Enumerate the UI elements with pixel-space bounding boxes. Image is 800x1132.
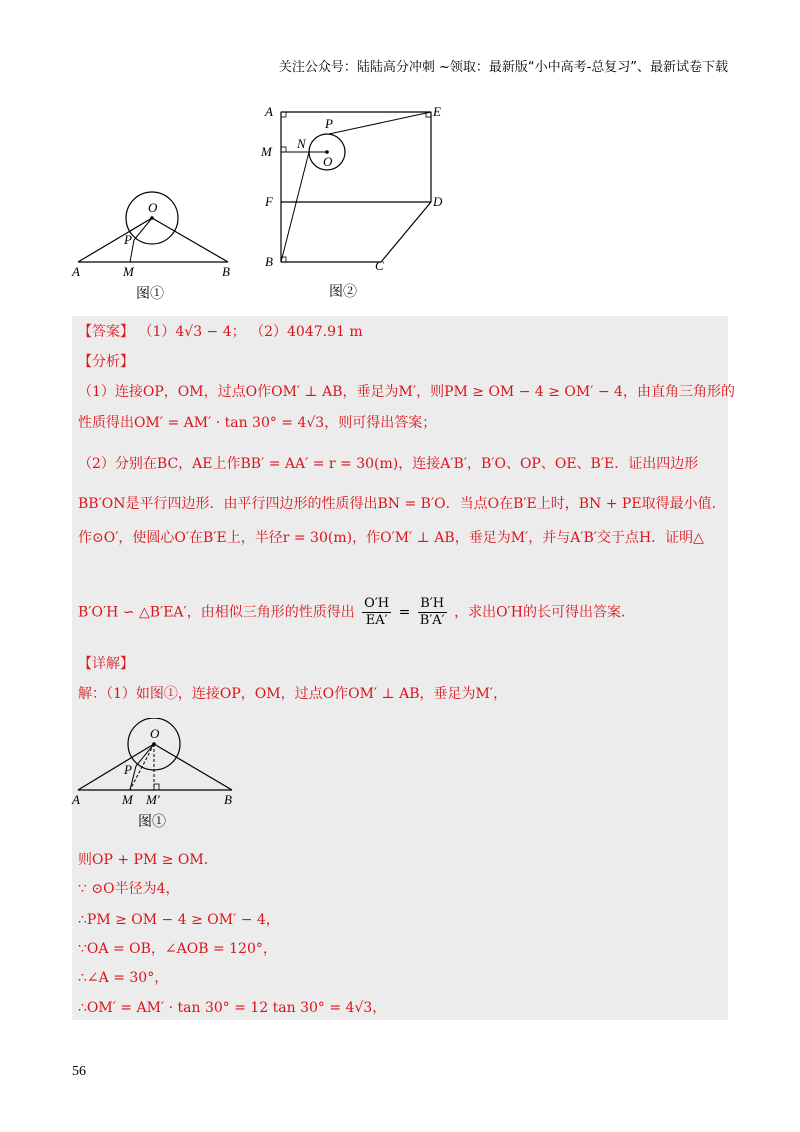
label-O: O xyxy=(323,154,333,169)
analysis-line-6a: B′O′H ∽ △B′EA′，由相似三角形的性质得出 xyxy=(78,604,355,621)
analysis-tag: 【分析】 xyxy=(78,354,134,370)
answer-part2: （2）4047.91 m xyxy=(250,324,363,340)
answer-tag: 【答案】 xyxy=(78,324,134,340)
label-N: N xyxy=(297,136,306,151)
detail-line-2: 则OP + PM ≥ OM． xyxy=(78,852,218,868)
detail-line-3: ∵ ⊙O半径为4， xyxy=(78,881,180,897)
label-M: M xyxy=(123,264,134,279)
label-A: A xyxy=(265,104,273,119)
answer-line xyxy=(78,322,363,342)
label-O: O xyxy=(150,726,160,741)
analysis-line-2: 性质得出OM′ = AM′ · tan 30° = 4√3，则可得出答案； xyxy=(78,415,437,431)
figure-1-caption: 图① xyxy=(136,287,164,302)
label-F: F xyxy=(265,194,273,209)
fraction-2 xyxy=(418,596,447,629)
analysis-line-4: BB′ON是平行四边形．由平行四边形的性质得出BN = B′O．当点O在B′E上时，BN + PE取得最小值． xyxy=(78,496,726,512)
label-M: M xyxy=(261,144,272,159)
label-O: O xyxy=(148,200,158,215)
figure-3 xyxy=(70,718,245,836)
detail-line-7: ∴OM′ = AM′ · tan 30° = 12 tan 30° = 4√3， xyxy=(78,1000,387,1016)
fraction-eq: = xyxy=(398,604,411,621)
fraction-1 xyxy=(362,596,391,629)
label-B: B xyxy=(222,264,230,279)
figure-1 xyxy=(70,190,240,305)
label-C: C xyxy=(375,258,384,273)
label-D: D xyxy=(433,194,443,209)
fraction-2-den: B′A′ xyxy=(419,613,445,628)
label-M-prime: M' xyxy=(146,792,160,807)
detail-line-1: 解：（1）如图①，连接OP，OM，过点O作OM′ ⊥ AB，垂足为M′， xyxy=(78,686,508,702)
answer-part1: （1）4√3 − 4； xyxy=(138,324,246,340)
label-P: P xyxy=(124,232,132,247)
detail-line-5: ∵OA = OB，∠AOB = 120°， xyxy=(78,941,277,957)
label-A: A xyxy=(72,264,80,279)
label-E: E xyxy=(433,104,441,119)
analysis-line-6b: ，求出O′H的长可得出答案． xyxy=(454,604,635,621)
analysis-line-6 xyxy=(78,596,635,629)
figure-2-caption: 图② xyxy=(329,285,357,300)
label-A: A xyxy=(72,792,80,807)
figure-3-caption: 图① xyxy=(138,815,166,830)
detail-line-6: ∴∠A = 30°， xyxy=(78,970,169,986)
page-number: 56 xyxy=(72,1064,86,1079)
figure-2 xyxy=(255,100,455,305)
label-P: P xyxy=(325,116,333,131)
label-P: P xyxy=(124,762,132,777)
analysis-line-3: （2）分别在BC，AE上作BB′ = AA′ = r = 30(m)，连接A′B′，B′O、OP、OE、B′E．证出四边形 xyxy=(78,456,699,472)
detail-tag: 【详解】 xyxy=(78,656,134,672)
fraction-1-num: O′H xyxy=(364,596,390,611)
fraction-1-den: EA′ xyxy=(365,613,388,628)
label-B: B xyxy=(265,254,273,269)
analysis-line-1: （1）连接OP，OM，过点O作OM′ ⊥ AB，垂足为M′，则PM ≥ OM − 4 ≥ OM′ − 4，由直角三角形的 xyxy=(78,384,735,400)
page-header: 关注公众号：陆陆高分冲刺 ~领取：最新版“小中高考-总复习”、最新试卷下载 xyxy=(278,60,728,75)
label-B: B xyxy=(224,792,232,807)
detail-line-4: ∴PM ≥ OM − 4 ≥ OM′ − 4， xyxy=(78,912,280,928)
analysis-line-5: 作⊙O′，使圆心O′在B′E上，半径r = 30(m)，作O′M′ ⊥ AB，垂足为M′，并与A′B′交于点H．证明△ xyxy=(78,530,704,546)
label-M: M xyxy=(122,792,133,807)
fraction-2-num: B′H xyxy=(418,596,447,613)
